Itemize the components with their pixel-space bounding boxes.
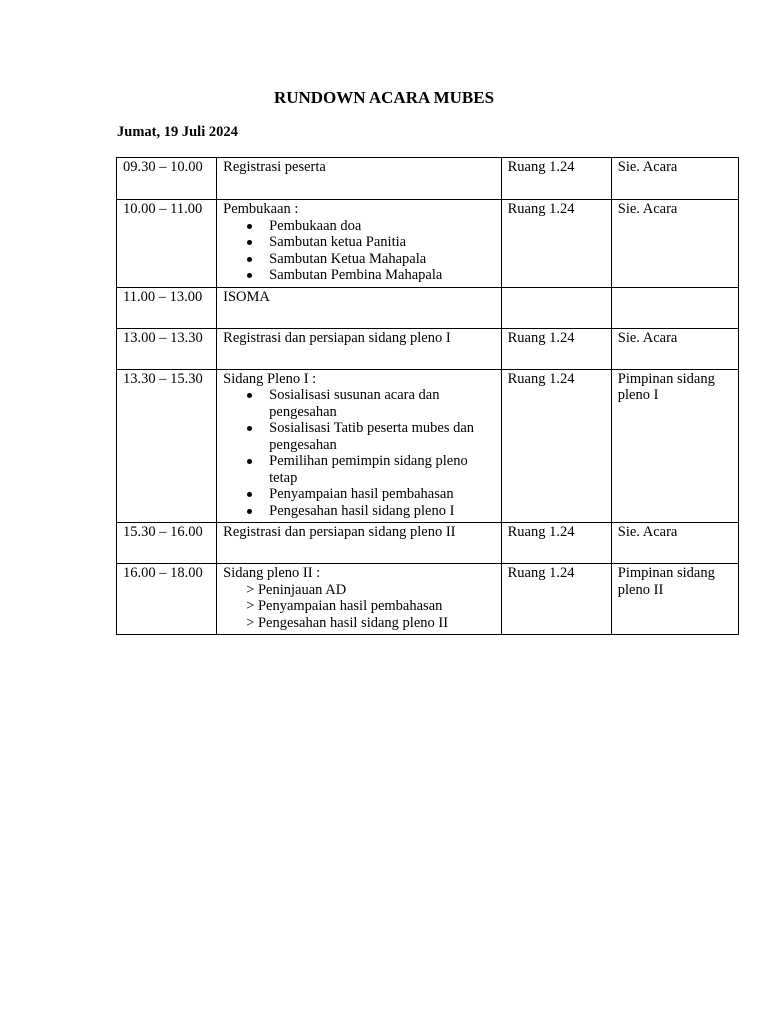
time-cell: 13.00 – 13.30	[117, 328, 217, 369]
room-cell: Ruang 1.24	[501, 564, 611, 635]
table-row	[117, 158, 739, 200]
list-item: Sosialisasi Tatib peserta mubes dan pengesahan	[269, 420, 494, 453]
room-cell	[501, 287, 611, 328]
time-cell: 09.30 – 10.00	[117, 158, 217, 200]
room-cell: Ruang 1.24	[501, 523, 611, 564]
room-cell: Ruang 1.24	[501, 200, 611, 288]
activity-heading: Sidang pleno II :	[223, 565, 321, 581]
activity-list	[223, 387, 494, 519]
list-item: Sambutan Ketua Mahapala	[269, 251, 494, 268]
table-row	[117, 564, 739, 635]
table-row	[117, 200, 739, 288]
activity-cell	[217, 200, 501, 288]
room-cell: Ruang 1.24	[501, 328, 611, 369]
activity-cell: Registrasi dan persiapan sidang pleno II	[217, 523, 501, 564]
pic-cell: Sie. Acara	[611, 523, 738, 564]
table-row	[117, 523, 739, 564]
time-cell: 16.00 – 18.00	[117, 564, 217, 635]
pic-cell: Sie. Acara	[611, 200, 738, 288]
activity-cell	[217, 564, 501, 635]
list-item: > Pengesahan hasil sidang pleno II	[246, 615, 494, 632]
activity-cell: Registrasi dan persiapan sidang pleno I	[217, 328, 501, 369]
table-row	[117, 369, 739, 523]
activity-heading: Pembukaan :	[223, 201, 299, 217]
list-item: > Penyampaian hasil pembahasan	[246, 598, 494, 615]
event-date: Jumat, 19 Juli 2024	[117, 124, 238, 140]
time-cell: 10.00 – 11.00	[117, 200, 217, 288]
pic-cell: Pimpinan sidang pleno II	[611, 564, 738, 635]
table-row	[117, 328, 739, 369]
pic-cell: Sie. Acara	[611, 158, 738, 200]
room-cell: Ruang 1.24	[501, 158, 611, 200]
room-cell: Ruang 1.24	[501, 369, 611, 523]
activity-cell	[217, 369, 501, 523]
list-item: Sambutan ketua Panitia	[269, 234, 494, 251]
activity-heading: Sidang Pleno I :	[223, 370, 317, 387]
document-title: RUNDOWN ACARA MUBES	[273, 88, 495, 107]
activity-cell: Registrasi peserta	[217, 158, 501, 200]
list-item: Pemilihan pemimpin sidang pleno tetap	[269, 453, 494, 486]
activity-list	[223, 218, 494, 284]
list-item: Sosialisasi susunan acara dan pengesahan	[269, 387, 494, 420]
activity-cell: ISOMA	[217, 287, 501, 328]
pic-cell: Sie. Acara	[611, 328, 738, 369]
list-item: > Peninjauan AD	[246, 582, 494, 599]
time-cell: 13.30 – 15.30	[117, 369, 217, 523]
list-item: Pengesahan hasil sidang pleno I	[269, 503, 494, 520]
pic-cell	[611, 287, 738, 328]
activity-list	[223, 582, 494, 632]
list-item: Sambutan Pembina Mahapala	[269, 267, 494, 284]
pic-cell: Pimpinan sidang pleno I	[611, 369, 738, 523]
rundown-table	[116, 157, 739, 635]
time-cell: 11.00 – 13.00	[117, 287, 217, 328]
list-item: Pembukaan doa	[269, 218, 494, 235]
time-cell: 15.30 – 16.00	[117, 523, 217, 564]
list-item: Penyampaian hasil pembahasan	[269, 486, 494, 503]
table-row	[117, 287, 739, 328]
